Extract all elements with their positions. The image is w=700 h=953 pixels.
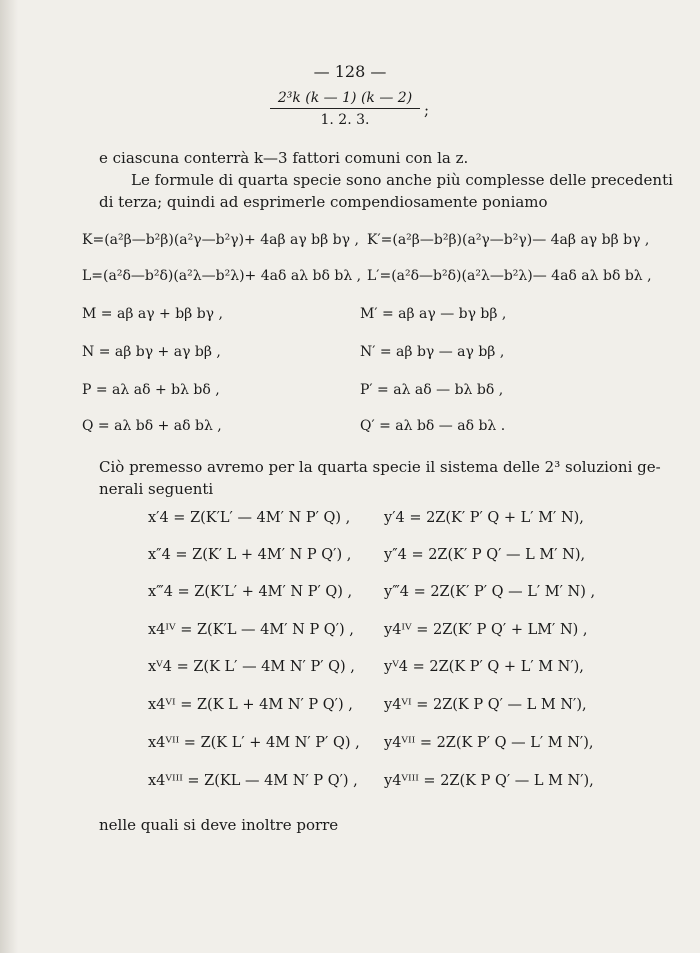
- solution-y-6: y4ⱽᴵ = 2Z(K P Q′ — L M N′),: [384, 697, 587, 713]
- solution-y-1: y′4 = 2Z(K′ P′ Q + L′ M′ N),: [384, 510, 584, 526]
- definition-P: P = aλ aδ + bλ bδ ,: [82, 382, 220, 398]
- solution-x-4: x4ᴵⱽ = Z(K′L — 4M′ N P Q′) ,: [148, 622, 354, 638]
- solution-x-2: x″4 = Z(K′ L + 4M′ N P Q′) ,: [148, 547, 352, 563]
- fraction-denominator: 1. 2. 3.: [320, 112, 370, 128]
- paragraph-2-line-1: Le formule di quarta specie sono anche più complesse delle precedenti: [131, 171, 673, 189]
- solution-x-6: x4ⱽᴵ = Z(K L + 4M N′ P Q′) ,: [148, 697, 353, 713]
- solution-x-1: x′4 = Z(K′L′ — 4M′ N P′ Q) ,: [148, 510, 351, 526]
- definition-K-prime: K′=(a²β—b²β)(a²γ—b²γ)— 4aβ aγ bβ bγ ,: [367, 232, 650, 248]
- solution-x-8: x4ⱽᴵᴵᴵ = Z(KL — 4M N′ P Q′) ,: [148, 773, 358, 789]
- definition-Q: Q = aλ bδ + aδ bλ ,: [82, 418, 222, 434]
- definition-Q-prime: Q′ = aλ bδ — aδ bλ .: [360, 418, 506, 434]
- solution-y-7: y4ⱽᴵᴵ = 2Z(K P′ Q — L′ M N′),: [384, 735, 594, 751]
- paragraph-3-line-1: Ciò premesso avremo per la quarta specie il sistema delle 2³ soluzioni ge-: [99, 458, 661, 476]
- paragraph-3-line-2: nerali seguenti: [99, 480, 214, 498]
- definition-M: M = aβ aγ + bβ bγ ,: [82, 306, 223, 322]
- solution-y-3: y‴4 = 2Z(K′ P′ Q — L′ M′ N) ,: [384, 584, 596, 600]
- combination-fraction: [270, 90, 420, 128]
- definition-M-prime: M′ = aβ aγ — bγ bβ ,: [360, 306, 507, 322]
- definition-L-prime: L′=(a²δ—b²δ)(a²λ—b²λ)— 4aδ aλ bδ bλ ,: [367, 268, 652, 284]
- definition-L: L=(a²δ—b²δ)(a²λ—b²λ)+ 4aδ aλ bδ bλ ,: [82, 268, 362, 284]
- solution-y-8: y4ⱽᴵᴵᴵ = 2Z(K P Q′ — L M N′),: [384, 773, 594, 789]
- solution-y-5: yⱽ4 = 2Z(K P′ Q + L′ M N′),: [384, 659, 584, 675]
- fraction-suffix: ;: [424, 101, 430, 119]
- solution-x-5: xⱽ4 = Z(K L′ — 4M N′ P′ Q) ,: [148, 659, 355, 675]
- paragraph-2-line-2: di terza; quindi ad esprimerle compendiosamente poniamo: [99, 193, 548, 211]
- solution-x-7: x4ⱽᴵᴵ = Z(K L′ + 4M N′ P′ Q) ,: [148, 735, 360, 751]
- paragraph-1: e ciascuna conterrà k—3 fattori comuni con la z.: [99, 149, 469, 167]
- definition-N: N = aβ bγ + aγ bβ ,: [82, 344, 221, 360]
- definition-P-prime: P′ = aλ aδ — bλ bδ ,: [360, 382, 504, 398]
- paragraph-4: nelle quali si deve inoltre porre: [99, 816, 339, 834]
- definition-K: K=(a²β—b²β)(a²γ—b²γ)+ 4aβ aγ bβ bγ ,: [82, 232, 359, 248]
- page-number: — 128 —: [313, 62, 387, 81]
- fraction-numerator: 2³k (k — 1) (k — 2): [270, 90, 420, 109]
- solution-y-4: y4ᴵⱽ = 2Z(K′ P Q′ + LM′ N) ,: [384, 622, 588, 638]
- page-gutter-shadow: [0, 0, 18, 953]
- definition-N-prime: N′ = aβ bγ — aγ bβ ,: [360, 344, 505, 360]
- solution-x-3: x‴4 = Z(K′L′ + 4M′ N P′ Q) ,: [148, 584, 353, 600]
- solution-y-2: y″4 = 2Z(K′ P Q′ — L M′ N),: [384, 547, 586, 563]
